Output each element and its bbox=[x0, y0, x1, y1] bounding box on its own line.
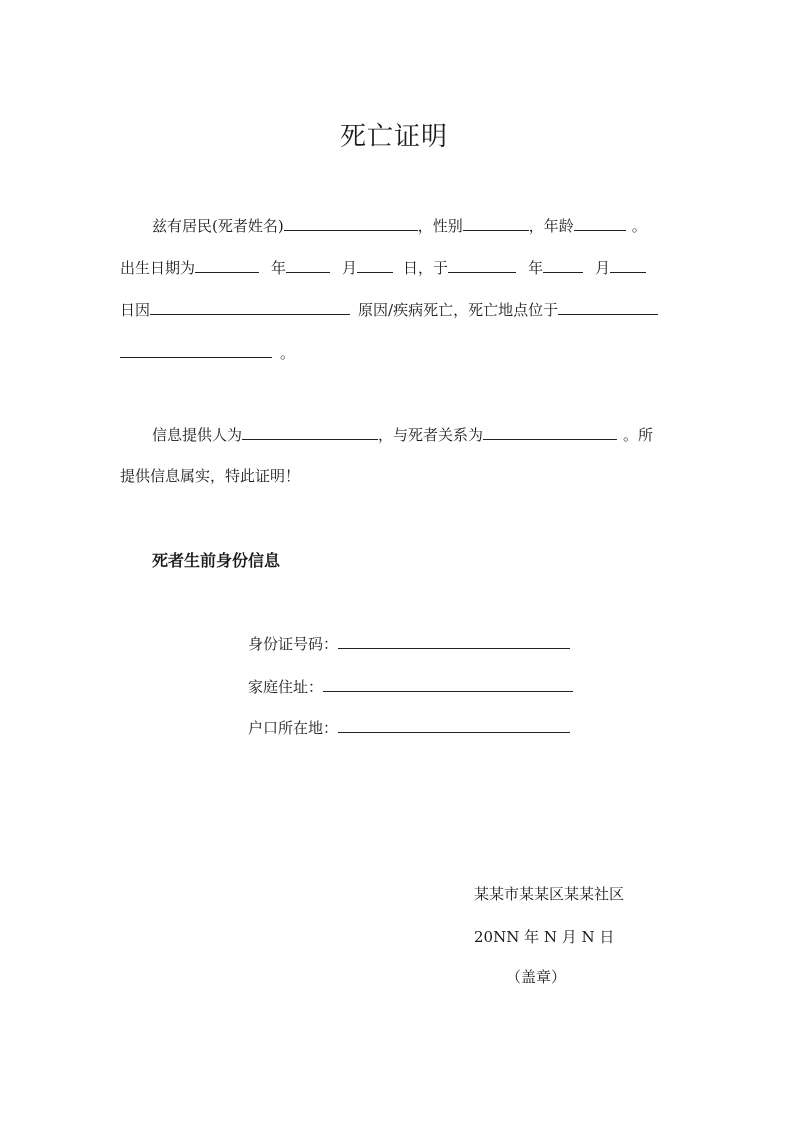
paragraph-1-line-2 bbox=[120, 258, 646, 278]
id-number-blank[interactable] bbox=[338, 634, 570, 649]
birth-date-label: 出生日期为 bbox=[120, 259, 196, 277]
death-place-label: 原因/疾病死亡，死亡地点位于 bbox=[358, 301, 559, 319]
sentence-end: 。 bbox=[631, 217, 647, 235]
birth-day-blank[interactable] bbox=[357, 258, 393, 273]
relationship-label: ，与死者关系为 bbox=[378, 426, 484, 444]
death-month-blank[interactable] bbox=[543, 258, 583, 273]
death-place-blank-2[interactable] bbox=[120, 343, 272, 358]
death-month-unit: 月 bbox=[595, 259, 611, 277]
relationship-blank[interactable] bbox=[483, 425, 617, 440]
birth-year-unit: 年 bbox=[271, 259, 287, 277]
death-year-unit: 年 bbox=[528, 259, 544, 277]
seal-placeholder: （盖章） bbox=[506, 968, 567, 986]
gender-label: ，性别 bbox=[417, 217, 463, 235]
id-number-row bbox=[248, 634, 570, 654]
hukou-label: 户口所在地： bbox=[248, 719, 339, 737]
paragraph-2-line-2: 提供信息属实，特此证明！ bbox=[120, 467, 301, 485]
paragraph-2-line-1 bbox=[152, 425, 653, 445]
deceased-name-label: 兹有居民(死者姓名) bbox=[152, 217, 284, 235]
informant-blank[interactable] bbox=[242, 425, 378, 440]
cause-blank[interactable] bbox=[150, 300, 350, 315]
informant-label: 信息提供人为 bbox=[152, 426, 243, 444]
paragraph-1-end: 。 bbox=[280, 344, 296, 362]
death-year-blank[interactable] bbox=[448, 258, 516, 273]
issue-date: 20NN 年 N 月 N 日 bbox=[474, 928, 615, 946]
hukou-blank[interactable] bbox=[338, 718, 570, 733]
age-label: ，年龄 bbox=[528, 217, 574, 235]
section-title: 死者生前身份信息 bbox=[152, 551, 281, 570]
paragraph-1-line-1 bbox=[152, 216, 647, 236]
document-title: 死亡证明 bbox=[340, 122, 449, 152]
age-blank[interactable] bbox=[574, 216, 626, 231]
home-address-label: 家庭住址： bbox=[248, 678, 324, 696]
cause-label: 日因 bbox=[120, 301, 151, 319]
home-address-blank[interactable] bbox=[323, 677, 573, 692]
birth-day-unit: 日，于 bbox=[403, 259, 449, 277]
birth-month-blank[interactable] bbox=[286, 258, 330, 273]
gender-blank[interactable] bbox=[463, 216, 529, 231]
birth-year-blank[interactable] bbox=[195, 258, 259, 273]
deceased-name-blank[interactable] bbox=[284, 216, 418, 231]
death-place-blank-1[interactable] bbox=[558, 300, 658, 315]
id-number-label: 身份证号码： bbox=[248, 635, 339, 653]
hukou-row bbox=[248, 718, 570, 738]
paragraph-1-line-3 bbox=[120, 300, 658, 320]
paragraph-2-continuation: 。所 bbox=[623, 426, 654, 444]
paragraph-1-line-4 bbox=[120, 343, 295, 363]
birth-month-unit: 月 bbox=[342, 259, 358, 277]
death-day-blank[interactable] bbox=[610, 258, 646, 273]
issuing-organization: 某某市某某区某某社区 bbox=[474, 885, 625, 903]
home-address-row bbox=[248, 677, 573, 697]
